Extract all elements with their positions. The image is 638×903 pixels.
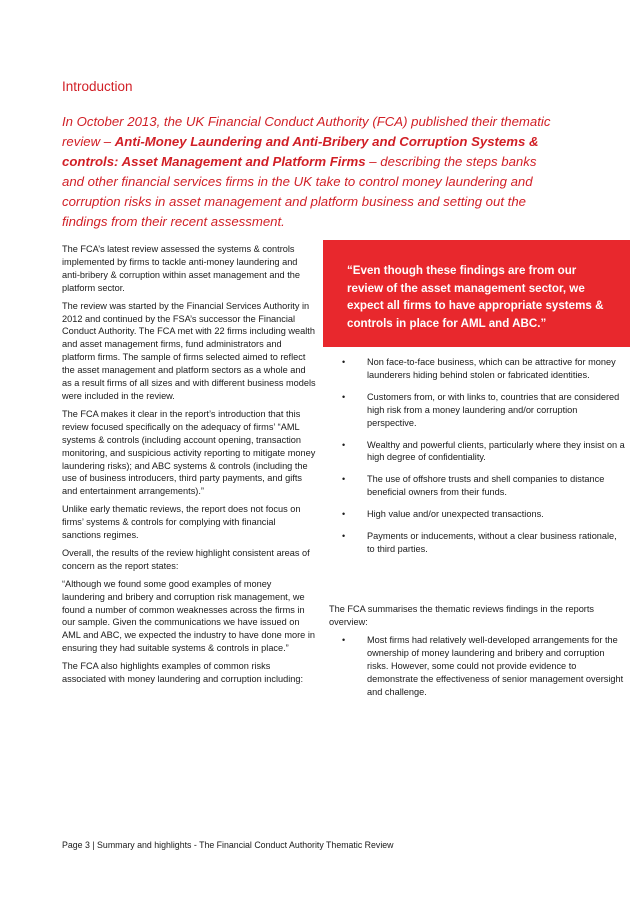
bullet-icon: •	[342, 357, 346, 367]
intro-paragraph	[62, 112, 562, 232]
section-title: Introduction	[62, 79, 133, 94]
risk-bullet-list	[329, 356, 625, 565]
left-column	[62, 243, 316, 691]
pull-quote-box	[323, 240, 630, 347]
list-item-text: High value and/or unexpected transactions.	[367, 509, 544, 520]
left-paragraph: The FCA also highlights examples of common risks associated with money laundering and corruption including:	[62, 661, 304, 685]
left-paragraph: The review was started by the Financial Services Authority in 2012 and continued by the FSA’s successor the Financial Conduct Authority. The FCA met with 22 firms including wealth and asset management firms, fund administrators and platform firms. The sample of firms selected aimed to reflect the asset management and platform sectors as a whole and as a result firms of all sizes and with different business models were included in the review.	[62, 300, 316, 401]
list-item-text: Customers from, or with links to, countries that are considered high risk from a money laundering and/or corruption perspective.	[367, 391, 620, 428]
bullet-icon: •	[342, 439, 346, 450]
bullet-icon: •	[342, 509, 346, 520]
summary-intro: The FCA summarises the thematic reviews findings in the reports overview:	[329, 604, 595, 627]
list-item	[329, 356, 625, 382]
bullet-icon: •	[342, 391, 346, 402]
left-paragraph: The FCA makes it clear in the report’s introduction that this review focused specifically on the adequacy of firms’ “AML systems & controls (including account opening, transaction monitoring, and suspicious activity reporting to mitigate money laundering risks); and ABC systems & controls (including the use of business introducers, third party payments, and gifts and entertainment arrangements).”	[62, 408, 316, 497]
list-item	[329, 508, 625, 521]
list-item-text: Most firms had relatively well-developed arrangements for the ownership of money laundering and bribery and corruption risks. However, some could not provide evidence to demonstrate the effectiveness of senior management oversight and challenge.	[367, 635, 624, 697]
left-paragraph: The FCA’s latest review assessed the systems & controls implemented by firms to tackle anti-money laundering and anti-bribery & corruption within asset management and the platform sector.	[62, 244, 300, 293]
list-item-text: The use of offshore trusts and shell companies to distance beneficial owners from their funds.	[367, 474, 605, 498]
intro-text-end: – describing the steps banks and other financial services firms in the UK take to control money laundering and corruption risks in asset management and platform business and setting out the findings from their recent assessment.	[62, 154, 537, 229]
left-paragraph: “Although we found some good examples of money laundering and bribery and corruption risk management, we found a number of common weaknesses across the firms in our sample. Given the communications we have issued on AML and ABC, we expected the industry to have done more in ensuring they had suitable systems & controls in place.”	[62, 578, 315, 654]
bullet-icon: •	[342, 635, 346, 645]
intro-report-title: Anti-Money Laundering and Anti-Bribery and Corruption Systems & controls: Asset Management and Platform Firms	[62, 134, 539, 169]
list-item-text: Payments or inducements, without a clear business rationale, to third parties.	[367, 531, 617, 554]
page-footer: Page 3 | Summary and highlights - The Financial Conduct Authority Thematic Review	[62, 840, 394, 850]
list-item-text: Wealthy and powerful clients, particularly where they insist on a high degree of confidentiality.	[367, 439, 625, 463]
bullet-icon: •	[342, 474, 346, 485]
list-item	[329, 530, 625, 556]
list-item	[329, 439, 625, 465]
summary-bullet-list	[329, 634, 625, 699]
pull-quote-text: “Even though these findings are from our review of the asset management sector, we expect all firms to have appropriate systems & controls in place for AML and ABC.”	[347, 264, 604, 330]
bullet-icon: •	[342, 531, 346, 542]
list-item	[329, 473, 625, 499]
left-paragraph: Unlike early thematic reviews, the report does not focus on firms’ systems & controls for complying with financial sanctions regimes.	[62, 504, 301, 541]
left-paragraph: Overall, the results of the review highlight consistent areas of concern as the report states:	[62, 547, 310, 571]
list-item	[329, 391, 625, 430]
list-item-text: Non face-to-face business, which can be attractive for money launderers hiding behind stolen or fabricated identities.	[367, 357, 616, 380]
intro-text-start: In October 2013, the UK Financial Conduct Authority (FCA) published their thematic review –	[62, 114, 551, 149]
list-item	[329, 634, 625, 699]
